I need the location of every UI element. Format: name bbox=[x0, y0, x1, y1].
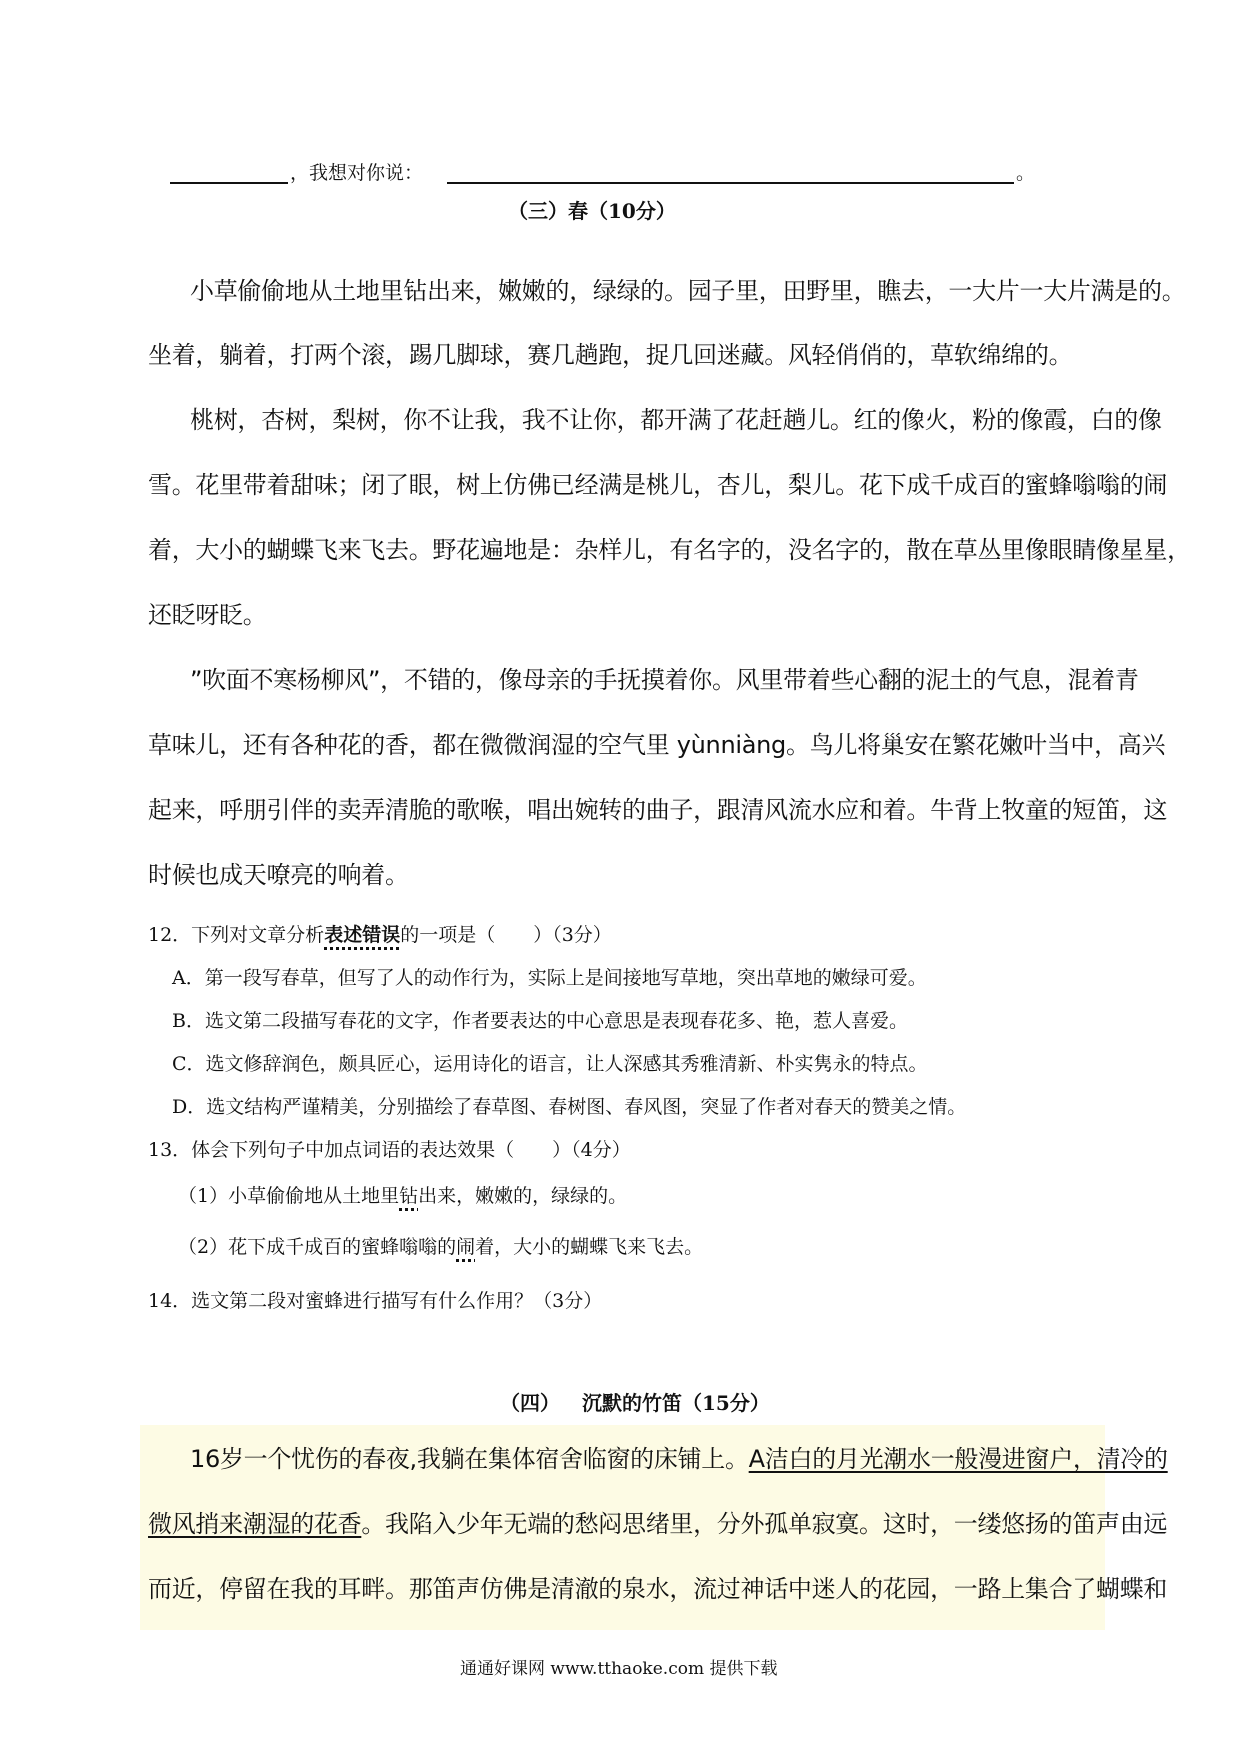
s4-line2-underlined: 微风捎来潮湿的花香 bbox=[148, 1510, 362, 1538]
q13-item-2-dot: 闹 bbox=[456, 1236, 476, 1258]
q12-option-a: A．第一段写春草，但写了人的动作行为，实际上是间接地写草地，突出草地的嫩绿可爱。 bbox=[172, 967, 927, 989]
s3-p2-line2: 雪。花里带着甜味；闭了眼，树上仿佛已经满是桃儿，杏儿，梨儿。花下成千成百的蜜蜂嗡嗡的闹 bbox=[148, 471, 1168, 499]
q12-suffix: 的一项是（ ）（3分） bbox=[400, 924, 612, 946]
s3-p1-line1: 小草偷偷地从土地里钻出来，嫩嫩的，绿绿的。园子里，田野里，瞧去，一大片一大片满是的。 bbox=[190, 277, 1186, 305]
s4-line3: 而近，停留在我的耳畔。那笛声仿佛是清澈的泉水，流过神话中迷人的花园，一路上集合了蝴蝶和 bbox=[148, 1575, 1168, 1603]
q13-item-1-after: 出来，嫩嫩的，绿绿的。 bbox=[418, 1185, 628, 1207]
s4-line1 bbox=[190, 1444, 1168, 1474]
q12-prefix: 12．下列对文章分析 bbox=[148, 924, 325, 946]
q12-option-d: D．选文结构严谨精美，分别描绘了春草图、春树图、春风图，突显了作者对春天的赞美之情。 bbox=[172, 1096, 967, 1118]
q13-item-1-dot: 钻 bbox=[399, 1185, 419, 1207]
q12-text bbox=[148, 922, 612, 948]
section4-heading-title: 沉默的竹笛（15分） bbox=[582, 1391, 770, 1415]
section4-heading-num: （四） bbox=[500, 1391, 560, 1415]
q13-item-1-before: （1）小草偷偷地从土地里 bbox=[178, 1185, 400, 1207]
q12-emphasis: 表述错误 bbox=[324, 924, 401, 946]
section3-heading: （三）春（10分） bbox=[508, 199, 676, 223]
s3-p2-line1: 桃树，杏树，梨树，你不让我，我不让你，都开满了花赶趟儿。红的像火，粉的像霞，白的像 bbox=[190, 406, 1162, 434]
s4-line1-underlined: A洁白的月光潮水一般漫进窗户，清冷的 bbox=[748, 1445, 1168, 1473]
q12-option-b: B．选文第二段描写春花的文字，作者要表达的中心意思是表现春花多、艳，惹人喜爱。 bbox=[172, 1010, 908, 1032]
fill-line-text: ，我想对你说： bbox=[290, 162, 424, 184]
s4-line2-plain: 。我陷入少年无端的愁闷思绪里，分外孤单寂寞。这时，一缕悠扬的笛声由远 bbox=[361, 1510, 1168, 1538]
q13-item-2 bbox=[178, 1234, 703, 1260]
s3-p3-line4: 时候也成天嘹亮的响着。 bbox=[148, 861, 409, 889]
q12-option-c: C．选文修辞润色，颇具匠心，运用诗化的语言，让人深感其秀雅清新、朴实隽永的特点。 bbox=[172, 1053, 928, 1075]
footer-source: 通通好课网 www.tthaoke.com 提供下载 bbox=[460, 1659, 778, 1679]
s3-p3-line3: 起来，呼朋引伴的卖弄清脆的歌喉，唱出婉转的曲子，跟清风流水应和着。牛背上牧童的短笛，这 bbox=[148, 796, 1168, 824]
section4-heading bbox=[500, 1390, 770, 1416]
answer-blank-name[interactable] bbox=[170, 182, 288, 184]
s3-p3-line1: ”吹面不寒杨柳风”，不错的，像母亲的手抚摸着你。风里带着些心翻的泥土的气息，混着青 bbox=[190, 666, 1139, 694]
s4-line1-plain: 16岁一个忧伤的春夜,我躺在集体宿舍临窗的床铺上。 bbox=[190, 1445, 749, 1473]
q13-item-2-after: 着，大小的蝴蝶飞来飞去。 bbox=[475, 1236, 704, 1258]
q13-item-2-before: （2）花下成千成百的蜜蜂嗡嗡的 bbox=[178, 1236, 457, 1258]
answer-blank-message[interactable] bbox=[447, 182, 1014, 184]
s4-line2 bbox=[148, 1509, 1167, 1539]
s3-p1-line2: 坐着，躺着，打两个滚，踢几脚球，赛几趟跑，捉几回迷藏。风轻俏俏的，草软绵绵的。 bbox=[148, 341, 1073, 369]
s3-p3-line2: 草味儿，还有各种花的香，都在微微润湿的空气里 yùnniàng。鸟儿将巢安在繁花嫩叶当中，高兴 bbox=[148, 731, 1166, 759]
fill-line-end-punct: 。 bbox=[1016, 162, 1036, 184]
s3-p2-line3: 着，大小的蝴蝶飞来飞去。野花遍地是：杂样儿，有名字的，没名字的，散在草丛里像眼睛像星星， bbox=[148, 536, 1191, 564]
s3-p2-line4: 还眨呀眨。 bbox=[148, 601, 267, 629]
q13-text: 13．体会下列句子中加点词语的表达效果（ ）（4分） bbox=[148, 1139, 631, 1161]
q14-text: 14．选文第二段对蜜蜂进行描写有什么作用？（3分） bbox=[148, 1290, 603, 1312]
q13-item-1 bbox=[178, 1183, 627, 1209]
